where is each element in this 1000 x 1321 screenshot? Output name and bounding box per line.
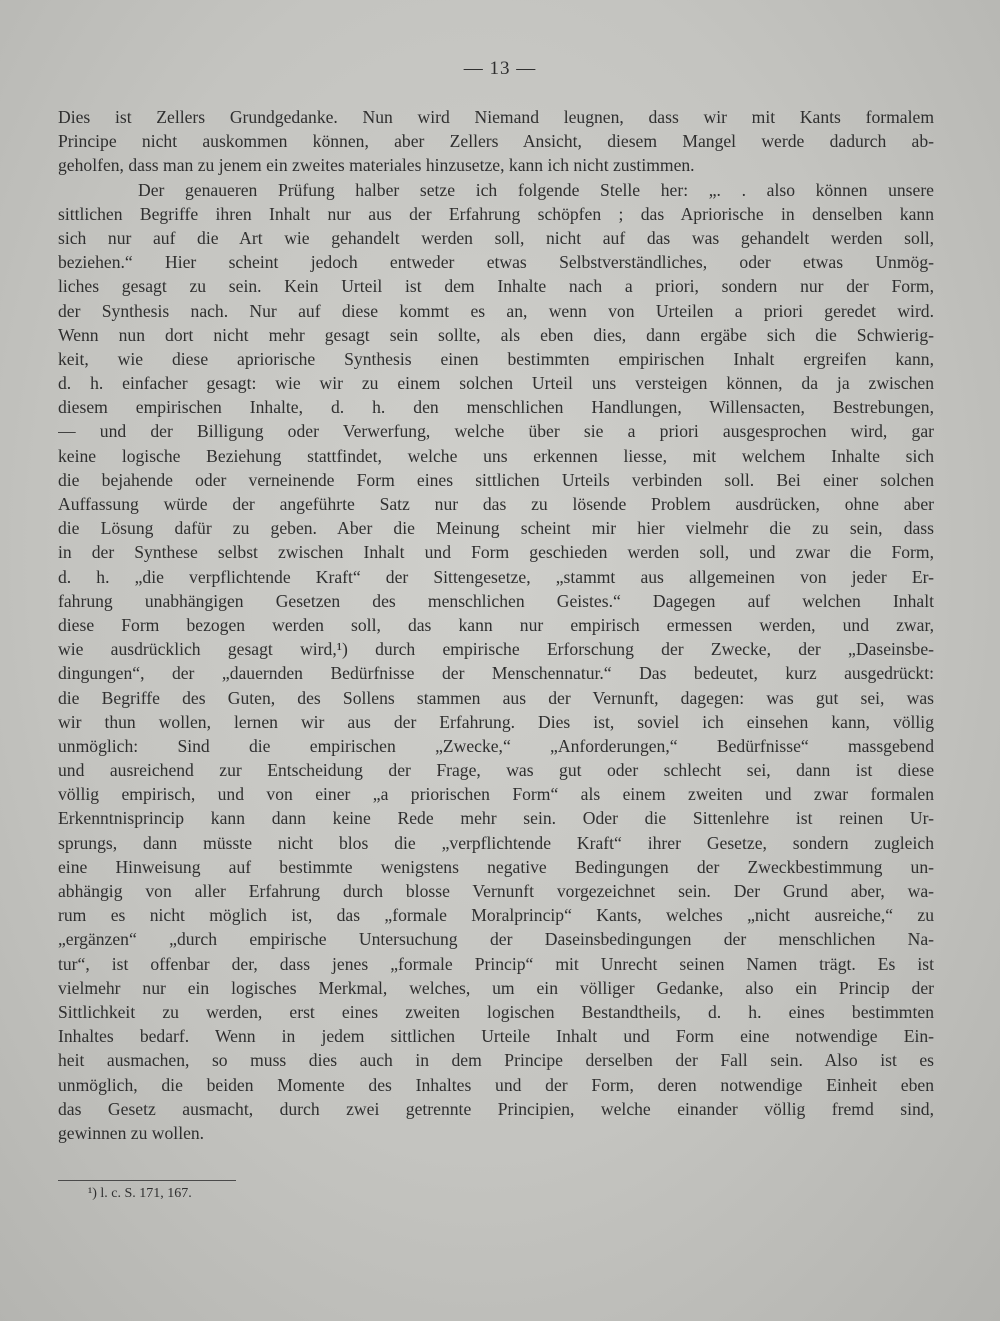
- text-line: abhängig von aller Erfahrung durch blosse Vernunft vorgezeichnet sein. Der Grund aber, wa-: [58, 881, 934, 901]
- text-line: völlig empirisch, und von einer „a priorischen Form“ als einem zweiten und zwar formalen: [58, 784, 934, 805]
- text-line: tur“, ist offenbar der, dass jenes „formale Princip“ mit Unrecht seinen Namen trägt. Es ist: [58, 953, 934, 974]
- text-line: „ergänzen“ „durch empirische Untersuchung der Daseinsbedingungen der menschlichen Na-: [58, 929, 934, 950]
- text-line: gewinnen zu wollen.: [58, 1122, 205, 1143]
- text-line: die Lösung dafür zu geben. Aber die Meinung scheint mir hier vielmehr die zu sein, dass: [58, 518, 934, 539]
- text-line: keit, wie diese apriorische Synthesis einen bestimmten empirischen Inhalt ergreifen kann,: [58, 348, 934, 369]
- text-line: das Gesetz ausmacht, durch zwei getrennte Principien, welche einander völlig fremd sind,: [58, 1098, 934, 1119]
- text-line: liches gesagt zu sein. Kein Urteil ist dem Inhalte nach a priori, sondern nur der Form,: [58, 276, 934, 297]
- text-line: sprungs, dann müsste nicht blos die „verpflichtende Kraft“ ihrer Gesetze, sondern zugleich: [58, 832, 934, 853]
- text-line: dingungen“, der „dauernden Bedürfnisse der Menschennatur.“ Das bedeutet, kurz ausgedrückt:: [58, 663, 934, 684]
- page-number: — 13 —: [463, 58, 537, 79]
- text-line: sich nur auf die Art wie gehandelt werden soll, nicht auf das was gehandelt werden soll,: [58, 227, 934, 248]
- text-line: in der Synthese selbst zwischen Inhalt und Form geschieden werden soll, und zwar die Form,: [58, 542, 934, 563]
- text-line: wir thun wollen, lernen wir aus der Erfahrung. Dies ist, soviel ich einsehen kann, völlig: [58, 711, 934, 732]
- text-line: die bejahende oder verneinende Form eines sittlichen Urteils verbinden soll. Bei einer solchen: [58, 469, 934, 490]
- text-line: Erkenntnisprincip kann dann keine Rede mehr sein. Oder die Sittenlehre ist reinen Ur-: [58, 808, 934, 829]
- text-line: eine Hinweisung auf bestimmte wenigstens negative Bedingungen der Zweckbestimmung un-: [58, 856, 934, 877]
- text-line: Dies ist Zellers Grundgedanke. Nun wird Niemand leugnen, dass wir mit Kants formalem: [58, 107, 934, 127]
- text-line: sittlichen Begriffe ihren Inhalt nur aus der Erfahrung schöpfen ; das Apriorische in denselben kann: [58, 203, 934, 224]
- text-line: heit ausmachen, so muss dies auch in dem Principe derselben der Fall sein. Also ist es: [58, 1050, 934, 1071]
- text-line: geholfen, dass man zu jenem ein zweites materiales hinzusetze, kann ich nicht zustimmen.: [58, 155, 695, 176]
- text-line: rum es nicht möglich ist, das „formale Moralprincip“ Kants, welches „nicht ausreiche,“ zu: [58, 905, 934, 926]
- text-line: d. h. einfacher gesagt: wie wir zu einem solchen Urteil uns versteigen können, da ja zwischen: [58, 373, 934, 394]
- text-line: Principe nicht auskommen können, aber Zellers Ansicht, diesem Mangel werde dadurch ab-: [58, 131, 934, 152]
- text-line: wie ausdrücklich gesagt wird,¹) durch empirische Erforschung der Zwecke, der „Daseinsbe-: [58, 639, 934, 660]
- text-line: diesem empirischen Inhalte, d. h. den menschlichen Handlungen, Willensacten, Bestrebungen,: [58, 397, 934, 418]
- text-line: vielmehr nur ein logisches Merkmal, welches, um ein völliger Gedanke, also ein Princip der: [58, 977, 934, 998]
- text-line: Der genaueren Prüfung halber setze ich folgende Stelle her: „. . also können unsere: [138, 179, 934, 200]
- text-line: Auffassung würde der angeführte Satz nur das zu lösende Problem ausdrücken, ohne aber: [58, 494, 934, 514]
- text-line: die Begriffe des Guten, des Sollens stammen aus der Vernunft, dagegen: was gut sei, was: [58, 687, 934, 708]
- text-line: fahrung unabhängigen Gesetzen des menschlichen Geistes.“ Dagegen auf welchen Inhalt: [58, 590, 934, 611]
- footnote: ¹) l. c. S. 171, 167.: [88, 1186, 192, 1201]
- text-line: Sittlichkeit zu werden, erst eines zweiten logischen Bestandtheils, d. h. eines bestimmten: [58, 1001, 934, 1022]
- text-line: diese Form bezogen werden soll, das kann nur empirisch ermessen werden, und zwar,: [58, 614, 934, 635]
- text-line: unmöglich, die beiden Momente des Inhaltes und der Form, deren notwendige Einheit eben: [58, 1074, 934, 1095]
- text-line: d. h. „die verpflichtende Kraft“ der Sittengesetze, „stammt aus allgemeinen von jeder Er-: [58, 566, 934, 587]
- footnote-divider: [58, 1180, 236, 1181]
- text-line: der Synthesis nach. Nur auf diese kommt es an, wenn von Urteilen a priori geredet wird.: [58, 300, 934, 321]
- text-line: beziehen.“ Hier scheint jedoch entweder etwas Selbstverständliches, oder etwas Unmög-: [58, 252, 934, 273]
- text-line: Inhaltes bedarf. Wenn in jedem sittlichen Urteile Inhalt und Form eine notwendige Ein-: [58, 1026, 934, 1047]
- text-line: Wenn nun dort nicht mehr gesagt sein sollte, als eben dies, dann ergäbe sich die Schwierig-: [58, 324, 934, 345]
- text-line: unmöglich: Sind die empirischen „Zwecke,“ „Anforderungen,“ Bedürfnisse“ massgebend: [58, 735, 934, 756]
- text-line: und ausreichend zur Entscheidung der Frage, was gut oder schlecht sei, dann ist diese: [58, 760, 934, 781]
- text-line: — und der Billigung oder Verwerfung, welche über sie a priori ausgesprochen wird, gar: [58, 421, 934, 442]
- text-line: keine logische Beziehung stattfindet, welche uns erkennen liesse, mit welchem Inhalte sich: [58, 445, 934, 466]
- body-text: [58, 105, 934, 1145]
